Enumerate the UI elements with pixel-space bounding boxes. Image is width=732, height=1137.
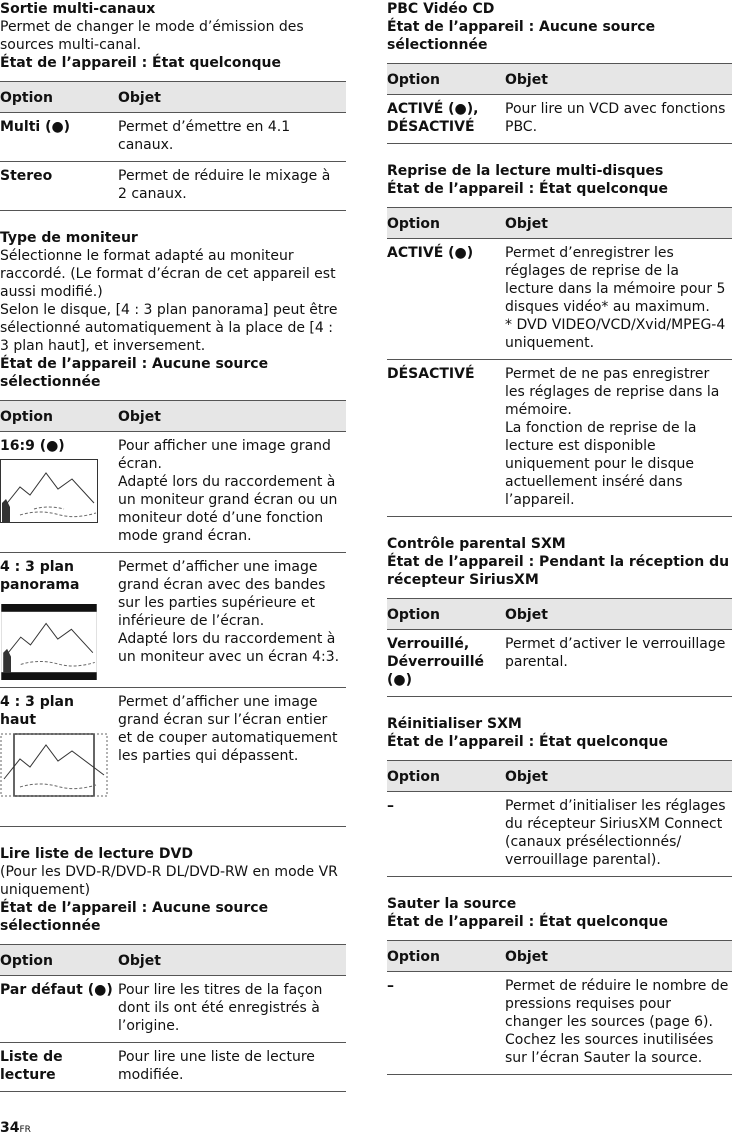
right-column — [387, 0, 732, 1093]
table-row — [387, 360, 732, 517]
object-note: * DVD VIDEO/VCD/Xvid/MPEG-4 uniquement. — [505, 317, 726, 351]
options-table — [387, 207, 732, 517]
header-option: Option — [387, 208, 505, 239]
object-cell — [118, 432, 346, 553]
section-title: Lire liste de lecture DVD — [0, 846, 193, 862]
section-skip-source — [387, 895, 732, 1075]
header-option: Option — [387, 761, 505, 792]
header-object: Objet — [118, 82, 346, 113]
object-cell: Pour lire les titres de la façon dont ils ont été enregistrés à l’origine. — [118, 976, 346, 1043]
option-cell: ACTIVÉ (●), DÉSACTIVÉ — [387, 95, 505, 144]
device-state: État de l’appareil : État quelconque — [387, 914, 668, 930]
section-multi-disc-resume — [387, 162, 732, 517]
object-cell — [118, 688, 346, 827]
options-table — [387, 940, 732, 1075]
option-label: 16:9 (●) — [0, 438, 65, 454]
object-text: Pour afficher une image grand écran. — [118, 438, 331, 472]
option-cell: ACTIVÉ (●) — [387, 239, 505, 360]
section-title: Contrôle parental SXM — [387, 536, 566, 552]
left-column — [0, 0, 346, 1110]
table-row — [387, 792, 732, 877]
object-cell — [118, 553, 346, 688]
option-cell: – — [387, 792, 505, 877]
header-option: Option — [387, 64, 505, 95]
option-label: 4 : 3 plan panorama — [0, 559, 80, 593]
device-state: État de l’appareil : État quelconque — [0, 55, 281, 71]
options-table — [387, 598, 732, 697]
table-row — [387, 239, 732, 360]
wide-16-9-illustration — [0, 459, 98, 523]
table-header — [387, 64, 732, 95]
object-cell: Permet d’émettre en 4.1 canaux. — [118, 113, 346, 162]
object-cell: Pour lire une liste de lecture modifiée. — [118, 1043, 346, 1092]
device-state: État de l’appareil : État quelconque — [387, 181, 668, 197]
object-text: La fonction de reprise de la lecture est disponible uniquement pour le disque actuellement inséré dans l’appareil. — [505, 420, 697, 508]
table-header — [0, 401, 346, 432]
section-multi-channel — [0, 0, 346, 211]
header-option: Option — [0, 82, 118, 113]
table-row — [0, 432, 346, 553]
section-description: Selon le disque, [4 : 3 plan panorama] peut être sélectionné automatiquement à la place de [4 : 3 plan haut], et inversement. — [0, 302, 338, 354]
table-header — [0, 82, 346, 113]
page-number-value: 34 — [0, 1120, 20, 1136]
section-description: Permet de changer le mode d’émission des sources multi-canal. — [0, 19, 304, 53]
options-table — [0, 81, 346, 211]
object-text: Permet d’afficher une image grand écran sur l’écran entier et de couper automatiquement les parties qui dépassent. — [118, 694, 338, 764]
header-option: Option — [387, 599, 505, 630]
device-state: État de l’appareil : Aucune source sélectionnée — [0, 356, 269, 390]
section-title: Réinitialiser SXM — [387, 716, 522, 732]
device-state: État de l’appareil : État quelconque — [387, 734, 668, 750]
table-row — [0, 688, 346, 827]
options-table — [0, 944, 346, 1092]
letterbox-4-3-illustration — [0, 733, 108, 797]
header-object: Objet — [505, 208, 732, 239]
table-header — [387, 208, 732, 239]
panorama-4-3-illustration — [0, 604, 98, 680]
option-cell — [0, 553, 118, 688]
section-description: (Pour les DVD-R/DVD-R DL/DVD-RW en mode VR uniquement) — [0, 864, 338, 898]
option-cell: DÉSACTIVÉ — [387, 360, 505, 517]
table-header — [387, 941, 732, 972]
section-title: PBC Vidéo CD — [387, 1, 495, 17]
table-row — [387, 972, 732, 1075]
option-cell: Verrouillé, Déverrouillé (●) — [387, 630, 505, 697]
section-title: Reprise de la lecture multi-disques — [387, 163, 664, 179]
table-header — [387, 599, 732, 630]
device-state: État de l’appareil : Aucune source sélectionnée — [387, 19, 656, 53]
object-text: Permet d’enregistrer les réglages de reprise de la lecture dans la mémoire pour 5 disques vidéo* au maximum. — [505, 245, 726, 315]
option-cell: Multi (●) — [0, 113, 118, 162]
header-object: Objet — [118, 401, 346, 432]
object-text: Permet d’afficher une image grand écran avec des bandes sur les parties supérieure et inférieure de l’écran. — [118, 559, 326, 629]
table-row — [0, 1043, 346, 1092]
object-text: Adapté lors du raccordement à un moniteur avec un écran 4:3. — [118, 631, 340, 665]
object-cell — [505, 239, 732, 360]
header-option: Option — [0, 401, 118, 432]
option-cell — [0, 688, 118, 827]
object-text: Adapté lors du raccordement à un moniteur grand écran ou un moniteur doté d’une fonction mode grand écran. — [118, 474, 338, 544]
object-cell: Permet de réduire le mixage à 2 canaux. — [118, 162, 346, 211]
object-cell: Permet d’activer le verrouillage parental. — [505, 630, 732, 697]
table-row — [0, 976, 346, 1043]
table-header — [387, 761, 732, 792]
object-text: Permet de ne pas enregistrer les réglages de reprise dans la mémoire. — [505, 366, 720, 418]
table-row — [0, 162, 346, 211]
section-dvd-playlist — [0, 845, 346, 1092]
header-option: Option — [387, 941, 505, 972]
page-language: FR — [19, 1125, 31, 1135]
header-object: Objet — [505, 599, 732, 630]
section-title: Type de moniteur — [0, 230, 138, 246]
option-cell — [0, 432, 118, 553]
option-cell: Liste de lecture — [0, 1043, 118, 1092]
option-cell: – — [387, 972, 505, 1075]
option-label: 4 : 3 plan haut — [0, 694, 74, 728]
option-cell: Par défaut (●) — [0, 976, 118, 1043]
page-number — [0, 1120, 31, 1136]
option-cell: Stereo — [0, 162, 118, 211]
section-monitor-type — [0, 229, 346, 827]
section-pbc-video-cd — [387, 0, 732, 144]
section-sxm-reset — [387, 715, 732, 877]
object-cell — [505, 360, 732, 517]
object-cell: Pour lire un VCD avec fonctions PBC. — [505, 95, 732, 144]
table-row — [387, 95, 732, 144]
device-state: État de l’appareil : Pendant la réception du récepteur SiriusXM — [387, 554, 730, 588]
table-row — [387, 630, 732, 697]
options-table — [387, 760, 732, 877]
section-title: Sauter la source — [387, 896, 517, 912]
options-table — [0, 400, 346, 827]
object-cell: Permet d’initialiser les réglages du récepteur SiriusXM Connect (canaux présélectionnés/ verrouillage parental). — [505, 792, 732, 877]
header-object: Objet — [505, 761, 732, 792]
section-sxm-parental-control — [387, 535, 732, 697]
header-object: Objet — [505, 941, 732, 972]
table-row — [0, 113, 346, 162]
header-option: Option — [0, 945, 118, 976]
options-table — [387, 63, 732, 144]
section-title: Sortie multi-canaux — [0, 1, 156, 17]
table-row — [0, 553, 346, 688]
object-cell: Permet de réduire le nombre de pressions requises pour changer les sources (page 6). Cochez les sources inutilisées sur l’écran Sauter la source. — [505, 972, 732, 1075]
header-object: Objet — [118, 945, 346, 976]
table-header — [0, 945, 346, 976]
header-object: Objet — [505, 64, 732, 95]
section-description: Sélectionne le format adapté au moniteur raccordé. (Le format d’écran de cet appareil est aussi modifié.) — [0, 248, 336, 300]
device-state: État de l’appareil : Aucune source sélectionnée — [0, 900, 269, 934]
